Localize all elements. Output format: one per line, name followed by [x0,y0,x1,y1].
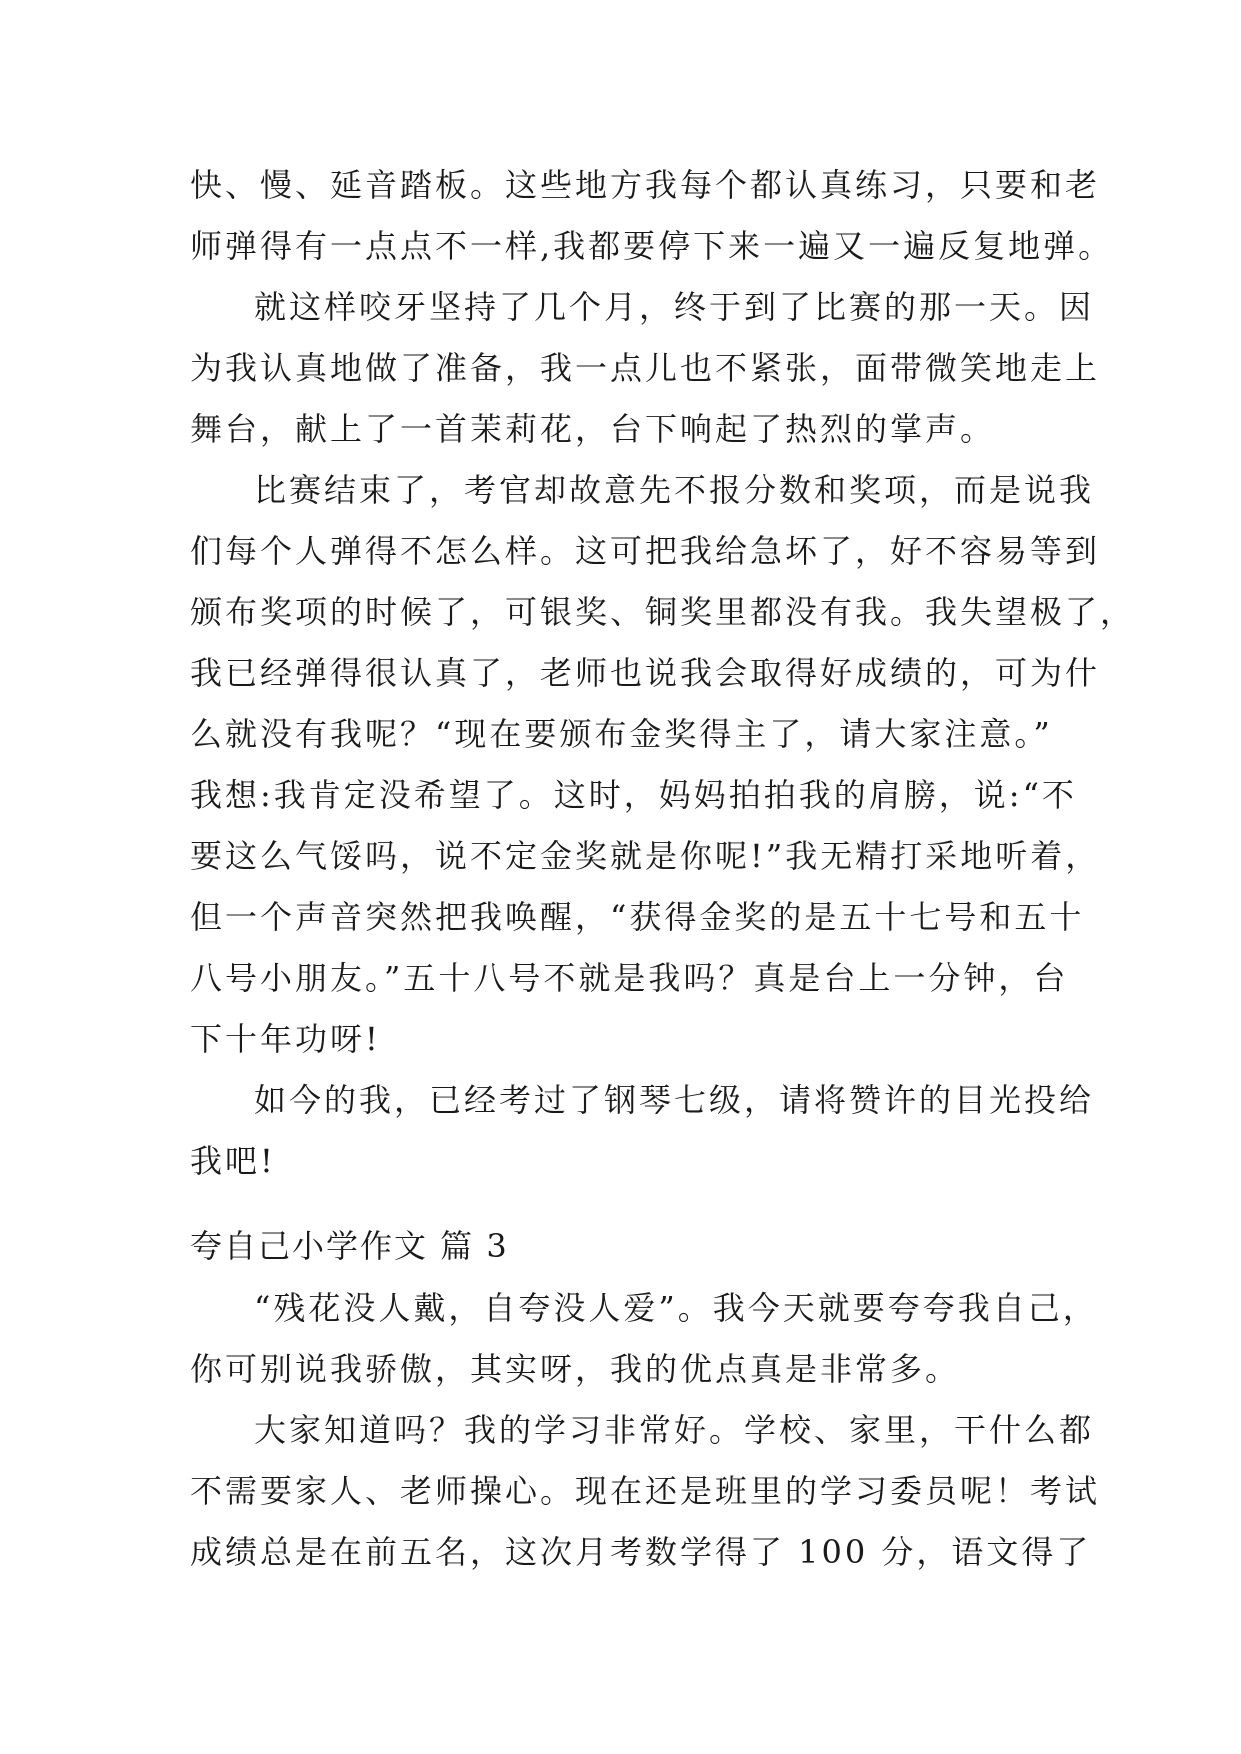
text-line: 我想:我肯定没希望了。这时，妈妈拍拍我的肩膀，说:“不 [190,776,1077,814]
essay3-title: 夸自己小学作文 篇 3 [190,1227,509,1265]
text-line: 们每个人弹得不怎么样。这可把我给急坏了，好不容易等到 [190,532,1101,570]
text-line: 快、慢、延音踏板。这些地方我每个都认真练习，只要和老 [190,166,1101,204]
text-line: 要这么气馁吗，说不定金奖就是你呢!”我无精打采地听着， [190,837,1101,875]
text-line: 么就没有我呢？“现在要颁布金奖得主了，请大家注意。” [190,715,1053,753]
essay3-text [190,1278,1101,1583]
text-line: 舞台，献上了一首茉莉花，台下响起了热烈的掌声。 [190,410,996,448]
text-line: 下十年功呀! [190,1020,381,1058]
text-line: “残花没人戴，自夸没人爱”。我今天就要夸夸我自己， [254,1289,1098,1327]
text-line: 不需要家人、老师操心。现在还是班里的学习委员呢！考试 [190,1472,1101,1510]
text-line: 就这样咬牙坚持了几个月，终于到了比赛的那一天。因 [254,288,1095,326]
text-line: 如今的我，已经考过了钢琴七级，请将赞许的目光投给 [254,1081,1095,1119]
text-line: 我已经弹得很认真了，老师也说我会取得好成绩的，可为什 [190,654,1101,692]
text-line: 师弹得有一点点不一样,我都要停下来一遍又一遍反复地弹。 [190,227,1114,265]
text-line: 八号小朋友。”五十八号不就是我吗？真是台上一分钟，台 [190,959,1069,997]
text-line: 你可别说我骄傲，其实呀，我的优点真是非常多。 [190,1350,961,1388]
text-line: 大家知道吗？我的学习非常好。学校、家里，干什么都 [254,1411,1095,1449]
text-line: 颁布奖项的时候了，可银奖、铜奖里都没有我。我失望极了， [190,593,1136,631]
essay-continued-text [190,155,1136,1192]
text-line: 为我认真地做了准备，我一点儿也不紧张，面带微笑地走上 [190,349,1101,387]
text-line: 成绩总是在前五名，这次月考数学得了 100 分，语文得了 [190,1533,1092,1571]
text-line: 但一个声音突然把我唤醒，“获得金奖的是五十七号和五十 [190,898,1085,936]
text-line: 我吧! [190,1142,276,1180]
text-line: 比赛结束了，考官却故意先不报分数和奖项，而是说我 [254,471,1095,509]
